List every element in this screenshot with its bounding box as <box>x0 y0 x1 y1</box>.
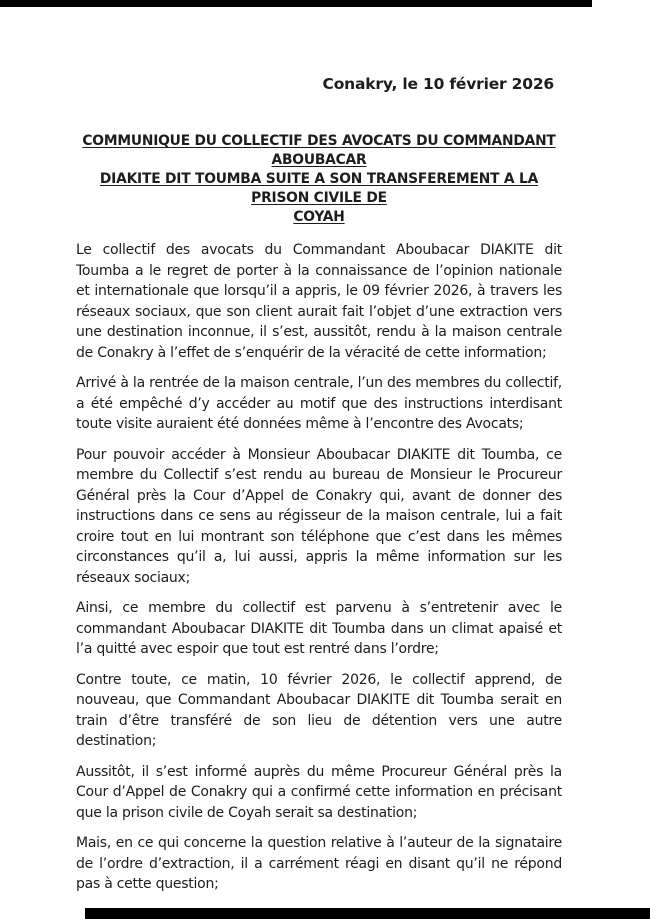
place-dateline: Conakry, le 10 février 2026 <box>322 75 554 93</box>
body-paragraph-7: Mais, en ce qui concerne la question relative à l’auteur de la signataire de l’ordre d’extraction, il a carrément réagi en disant qu’il ne répond pas à cette question; <box>76 835 562 892</box>
document-title-line-2: DIAKITE DIT TOUMBA SUITE A SON TRANSFEREMENT A LA PRISON CIVILE DE <box>99 171 539 206</box>
document-title <box>76 132 562 227</box>
body-paragraph-6: Aussitôt, il s’est informé auprès du même Procureur Général près la Cour d’Appel de Conakry qui a confirmé cette information en précisant que la prison civile de Coyah serait sa destination; <box>76 763 562 821</box>
document-content <box>76 0 562 905</box>
document-title-line-3: COYAH <box>293 209 345 225</box>
document-title-line-1: COMMUNIQUE DU COLLECTIF DES AVOCATS DU COMMANDANT ABOUBACAR <box>82 133 556 168</box>
body-paragraph-5: Contre toute, ce matin, 10 février 2026, le collectif apprend, de nouveau, que Commandant Aboubacar DIAKITE dit Toumba serait en train d’être transféré de son lieu de détention vers une autre destination; <box>76 671 562 749</box>
body-paragraph-4: Ainsi, ce membre du collectif est parvenu à s’entretenir avec le commandant Aboubacar DIAKITE dit Toumba dans un climat apaisé et l’a quitté avec espoir que tout est rentré dans l’ordre; <box>76 600 562 657</box>
body-paragraph-1: Le collectif des avocats du Commandant Aboubacar DIAKITE dit Toumba a le regret de porter à la connaissance de l’opinion nationale et internationale que lorsqu’il a appris, le 09 février 2026, à travers les réseaux sociaux, que son client aurait fait l’objet d’une extraction vers une destination inconnue, il s’est, aussitôt, rendu à la maison centrale de Conakry à l’effet de s’enquérir de la véracité de cette information; <box>76 242 562 361</box>
body-paragraph-2: Arrivé à la rentrée de la maison centrale, l’un des membres du collectif, a été empêché d’y accéder au motif que des instructions interdisant toute visite auraient été données même à l’encontre des Avocats; <box>76 375 562 432</box>
body-paragraph-3: Pour pouvoir accéder à Monsieur Aboubacar DIAKITE dit Toumba, ce membre du Collectif s’est rendu au bureau de Monsieur le Procureur Général près la Cour d’Appel de Conakry qui, avant de donner des instructions dans ce sens au régisseur de la maison centrale, lui a fait croire tout en lui montrant son téléphone que c’est dans les mêmes circonstances qu’il a, lui aussi, appris la même information sur les réseaux sociaux; <box>76 446 562 586</box>
scan-artifact-bar-bottom <box>85 908 650 919</box>
document-body <box>76 240 562 895</box>
